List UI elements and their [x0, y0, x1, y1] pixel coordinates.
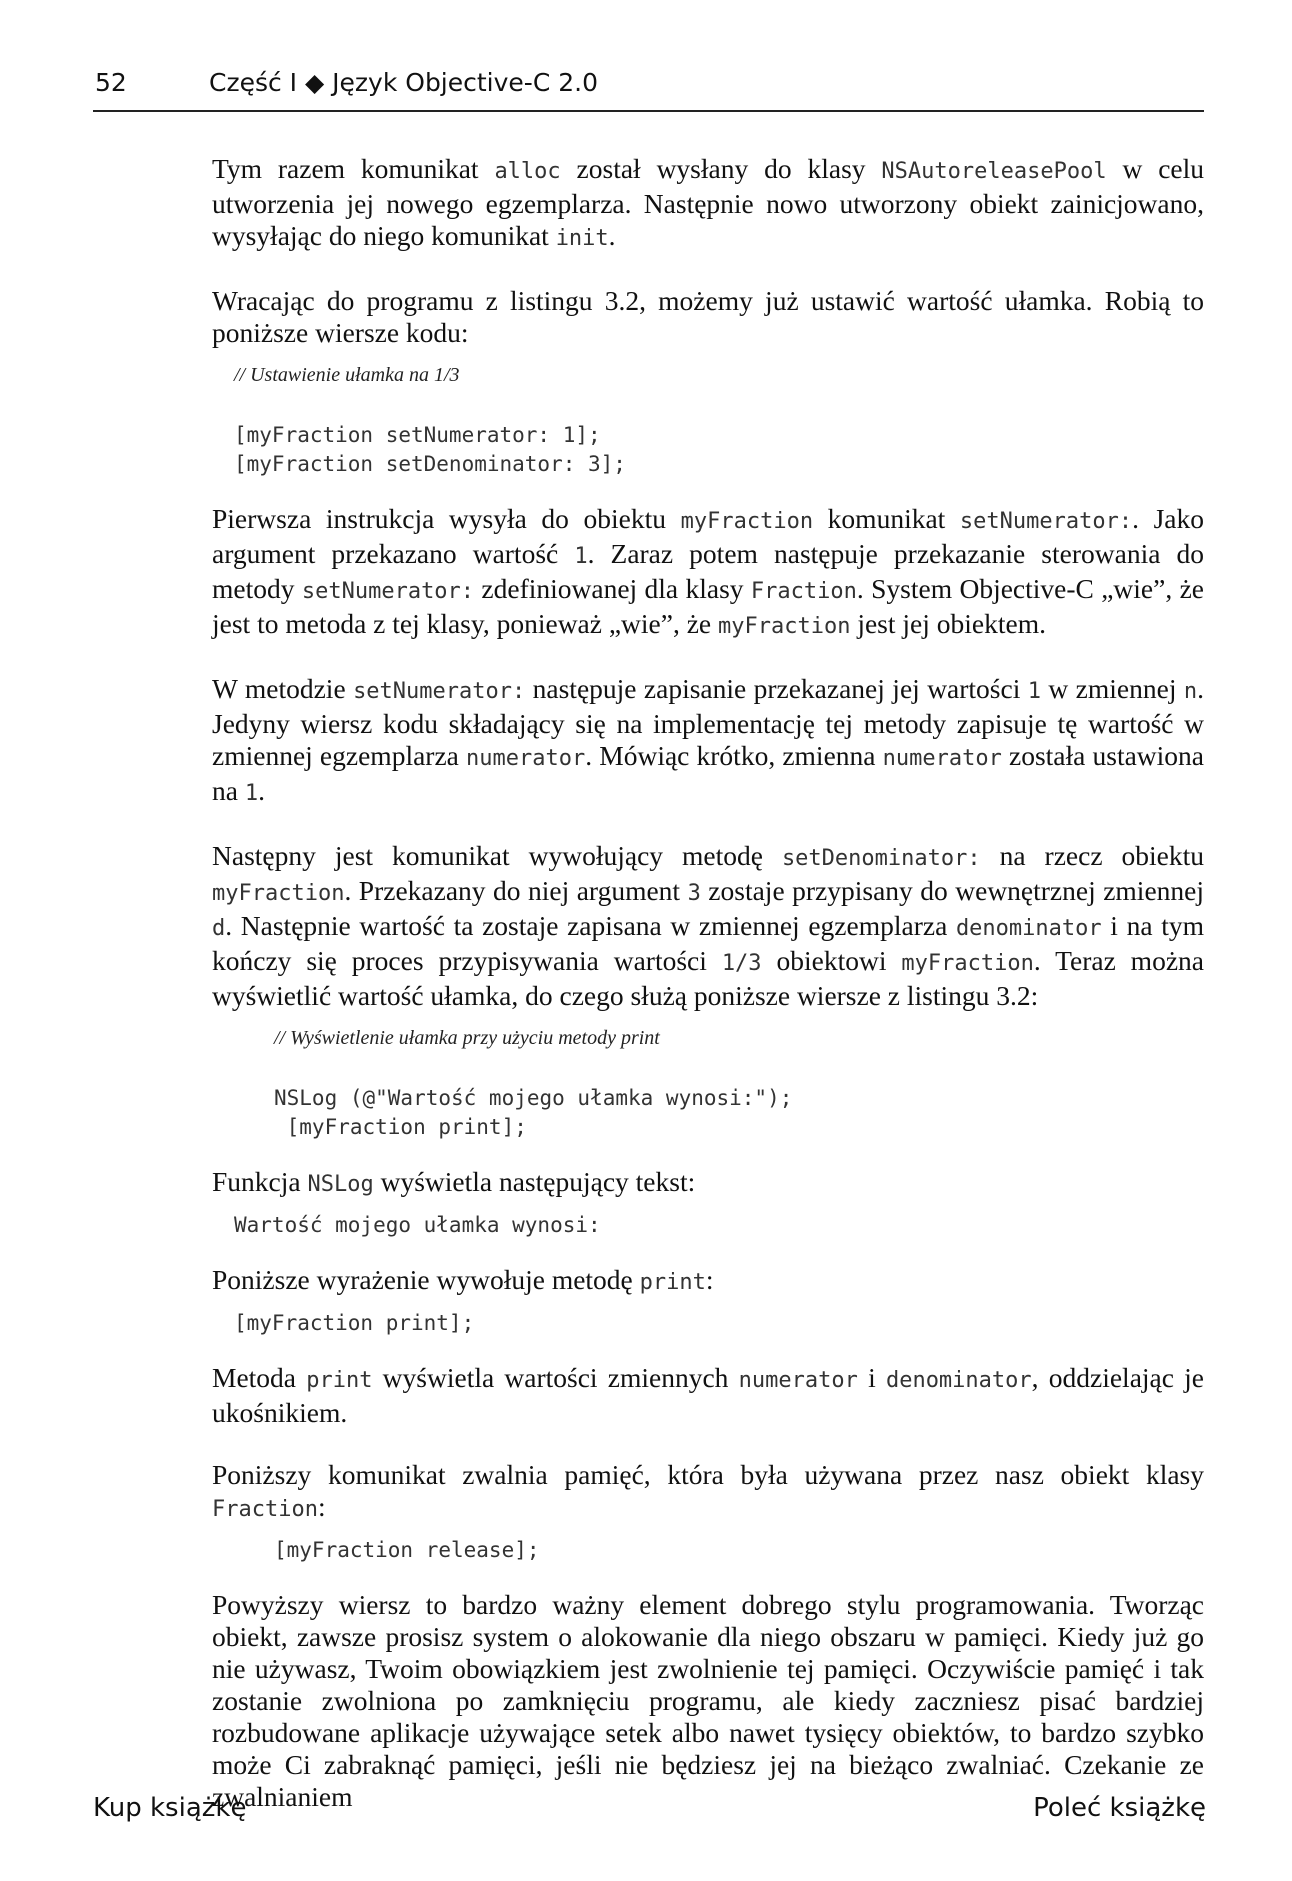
inline-code: print [306, 1368, 373, 1393]
inline-code: d [212, 916, 226, 941]
inline-code: 1 [574, 544, 588, 569]
page-content [212, 153, 1204, 1843]
inline-code: setDenominator: [781, 846, 981, 871]
inline-code: denominator [885, 1368, 1032, 1393]
inline-code: NSAutoreleasePool [881, 159, 1107, 184]
inline-code: print [639, 1270, 706, 1295]
inline-code: myFraction [680, 509, 814, 534]
paragraph: Poniższy komunikat zwalnia pamięć, która była używana przez nasz obiekt klasy Fraction: [212, 1459, 1204, 1522]
inline-code: 1/3 [721, 951, 762, 976]
inline-code: Fraction [750, 579, 857, 604]
paragraph: Poniższe wyrażenie wywołuje metodę print: [212, 1264, 714, 1295]
paragraph: Funkcja NSLog wyświetla następujący tekst: [212, 1166, 696, 1197]
running-title: Część I ◆ Język Objective-C 2.0 [209, 68, 598, 97]
code-comment: // Ustawienie ułamka na 1/3 [234, 364, 460, 386]
page-header [93, 66, 1204, 112]
inline-code: numerator [738, 1368, 858, 1393]
paragraph: W metodzie setNumerator: następuje zapisanie przekazanej jej wartości 1 w zmiennej n. Jedyny wiersz kodu składający się na implementację tej metody zapisuje tę wartość w zmiennej egzemplarza numerator. Mówiąc krótko, zmienna numerator została ustawiona na 1. [212, 673, 1205, 806]
code-block: Wartość mojego ułamka wynosi: [234, 1213, 601, 1237]
inline-code: myFraction [901, 951, 1034, 976]
paragraph: Wracając do programu z listingu 3.2, możemy już ustawić wartość ułamka. Robią to poniższe wiersze kodu: [212, 285, 1204, 348]
inline-code: numerator [466, 746, 586, 771]
inline-code: Fraction [212, 1497, 318, 1522]
inline-code: alloc [494, 159, 561, 184]
inline-code: setNumerator: [353, 679, 526, 704]
inline-code: n [1183, 679, 1198, 704]
page-number: 52 [95, 68, 127, 97]
paragraph: Następny jest komunikat wywołujący metodę setDenominator: na rzecz obiektu myFraction. Przekazany do niej argument 3 zostaje przypisany do wewnętrznej zmiennej d. Następnie wartość ta zostaje zapisana w zmiennej egzemplarza denominator i na tym kończy się proces przypisywania wartości 1/3 obiektowi myFraction. Teraz można wyświetlić wartość ułamka, do czego służą poniższe wiersze z listingu 3.2: [212, 840, 1204, 1011]
inline-code: numerator [882, 746, 1002, 771]
inline-code: myFraction [718, 614, 851, 639]
inline-code: 3 [687, 881, 701, 906]
paragraph: Metoda print wyświetla wartości zmiennych numerator i denominator, oddzielając je ukośnikiem. [212, 1362, 1205, 1428]
paragraph: Tym razem komunikat alloc został wysłany do klasy NSAutoreleasePool w celu utworzenia jej nowego egzemplarza. Następnie nowo utworzony obiekt zainicjowano, wysyłając do niego komunikat init. [212, 153, 1204, 251]
inline-code: init [555, 226, 609, 251]
inline-code: setNumerator: [959, 509, 1133, 534]
code-block: [myFraction print]; [234, 1311, 475, 1335]
code-block: [myFraction setNumerator: 1]; [myFraction setDenominator: 3]; [234, 423, 626, 476]
inline-code: myFraction [212, 881, 345, 906]
inline-code: NSLog [307, 1172, 374, 1197]
paragraph: Powyższy wiersz to bardzo ważny element dobrego stylu programowania. Tworząc obiekt, zawsze prosisz system o alokowanie dla niego obszaru w pamięci. Kiedy już go nie używasz, Twoim obowiązkiem jest zwolnienie tej pamięci. Oczywiście pamięć i tak zostanie zwolniona po zamknięciu programu, ale kiedy zaczniesz pisać bardziej rozbudowane aplikacje używające setek albo nawet tysięcy obiektów, to bardzo szybko może Ci zabraknąć pamięci, jeśli nie będziesz jej na bieżąco zwalniać. Czekanie ze zwalnianiem [212, 1589, 1204, 1812]
inline-code: setNumerator: [301, 579, 475, 604]
code-comment: // Wyświetlenie ułamka przy użyciu metody print [274, 1027, 660, 1049]
code-block: NSLog (@"Wartość mojego ułamka wynosi:"); [myFraction print]; [274, 1086, 793, 1139]
recommend-book-link[interactable]: Poleć książkę [1033, 1793, 1206, 1823]
inline-code: denominator [955, 916, 1102, 941]
buy-book-link[interactable]: Kup książkę [93, 1793, 247, 1823]
inline-code: 1 [1027, 679, 1042, 704]
code-block: [myFraction release]; [274, 1538, 540, 1562]
paragraph: Pierwsza instrukcja wysyła do obiektu myFraction komunikat setNumerator:. Jako argument przekazano wartość 1. Zaraz potem następuje przekazanie sterowania do metody setNumerator: zdefiniowanej dla klasy Fraction. System Objective-C „wie”, że jest to metoda z tej klasy, ponieważ „wie”, że myFraction jest jej obiektem. [212, 503, 1204, 639]
inline-code: 1 [244, 781, 259, 806]
